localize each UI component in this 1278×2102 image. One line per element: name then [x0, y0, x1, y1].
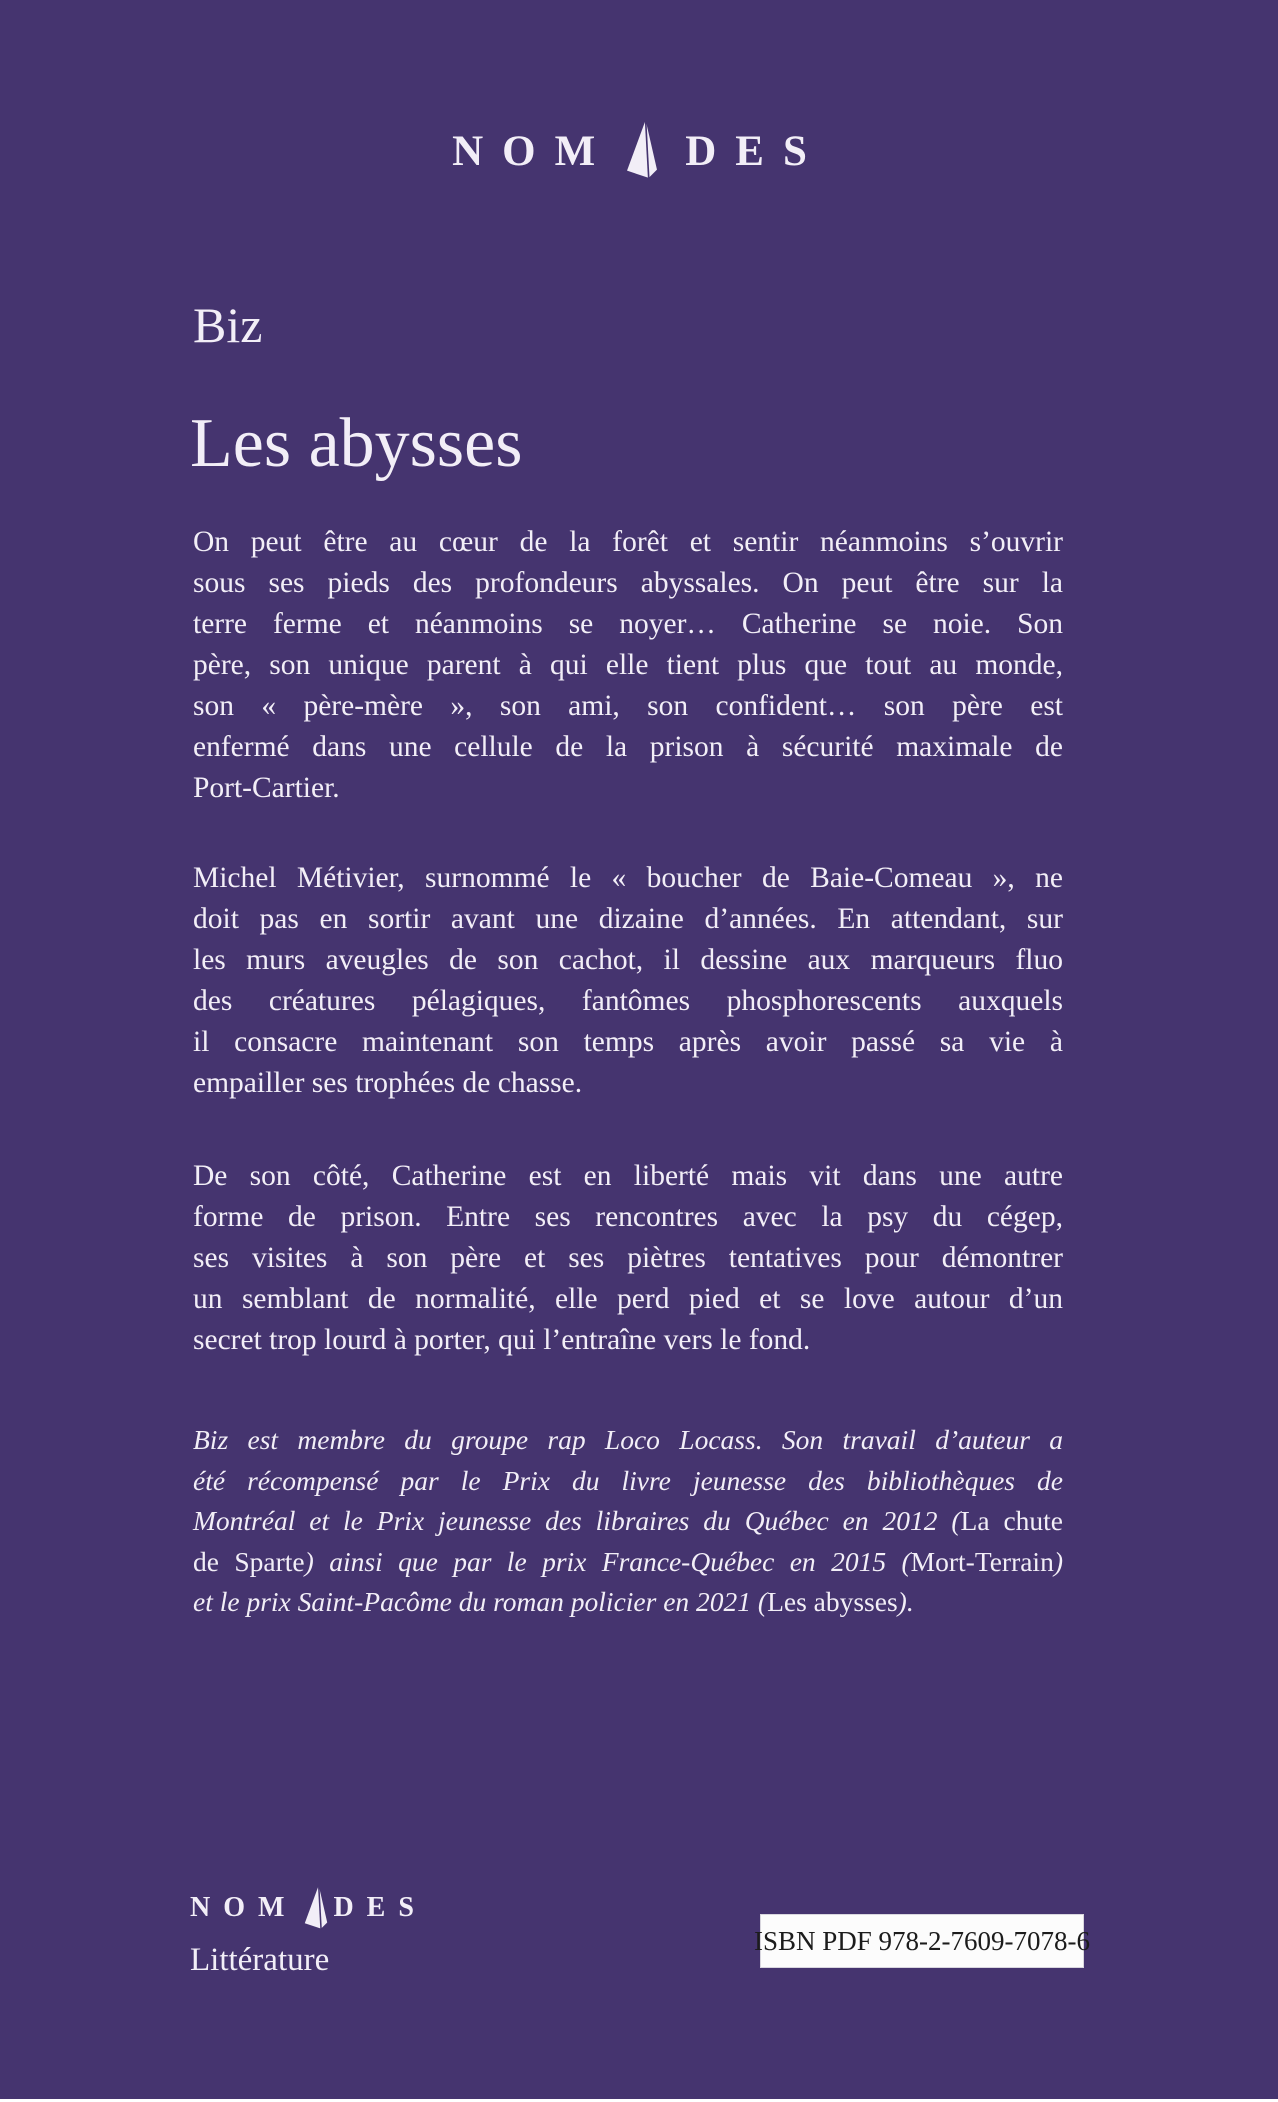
synopsis-line: sous ses pieds des profondeurs abyssales. On peut être sur la [193, 567, 1063, 599]
bio-italic-text: été récompensé par le Prix du livre jeunesse des bibliothèques de [193, 1464, 1063, 1496]
synopsis-line: des créatures pélagiques, fantômes phosphorescents auxquels [193, 985, 1063, 1017]
bio-line [193, 1542, 1063, 1583]
synopsis-line: terre ferme et néanmoins se noyer… Catherine se noie. Son [193, 608, 1063, 640]
synopsis-line: Michel Métivier, surnommé le « boucher de Baie-Comeau », ne [193, 862, 1063, 894]
synopsis-paragraph-1 [193, 522, 1063, 809]
sail-triangle-icon [304, 1885, 328, 1929]
synopsis-line: un semblant de normalité, elle perd pied et se love autour d’un [193, 1283, 1063, 1315]
synopsis-line: Port-Cartier. [193, 772, 340, 804]
synopsis-paragraph-2 [193, 858, 1063, 1104]
synopsis-line: De son côté, Catherine est en liberté mais vit dans une autre [193, 1160, 1063, 1192]
publisher-logo-footer-suffix: DES [333, 1892, 427, 1923]
isbn-text: ISBN PDF 978-2-7609-7078-6 [754, 1925, 1091, 1956]
bio-italic-text: et le prix Saint-Pacôme du roman policier en 2021 ( [193, 1586, 768, 1618]
synopsis-line: les murs aveugles de son cachot, il dessine aux marqueurs fluo [193, 944, 1063, 976]
bio-line [193, 1420, 1063, 1461]
bio-italic-text: Montréal et le Prix jeunesse des libraires du Québec en 2012 ( [193, 1505, 961, 1537]
bio-italic-text: Biz est membre du groupe rap Loco Locass. Son travail d’auteur a [193, 1424, 1063, 1455]
bio-line [193, 1582, 1063, 1623]
bio-italic-text: ) [1053, 1545, 1063, 1577]
book-title-mention: La chute [960, 1505, 1063, 1537]
synopsis-line: doit pas en sortir avant une dizaine d’années. En attendant, sur [193, 903, 1063, 935]
publisher-logo-footer [190, 1886, 427, 1930]
bio-italic-text: ) ainsi que par le prix France-Québec en 2015 ( [304, 1545, 911, 1577]
book-title-mention: Les abysses [767, 1586, 898, 1618]
bio-line [193, 1501, 1063, 1542]
publisher-logo [0, 122, 1278, 180]
synopsis-line: il consacre maintenant son temps après avoir passé sa vie à [193, 1026, 1063, 1058]
collection-label: Littérature [190, 1942, 330, 1978]
synopsis-line: son « père-mère », son ami, son confident… son père est [193, 690, 1063, 722]
synopsis-line: empailler ses trophées de chasse. [193, 1067, 583, 1099]
isbn-box [754, 1914, 1091, 1968]
synopsis-line: enfermé dans une cellule de la prison à sécurité maximale de [193, 731, 1063, 763]
synopsis-line: On peut être au cœur de la forêt et sentir néanmoins s’ouvrir [193, 526, 1063, 558]
author-bio-paragraph [193, 1420, 1063, 1623]
synopsis-paragraph-3 [193, 1156, 1063, 1361]
synopsis-line: père, son unique parent à qui elle tient plus que tout au monde, [193, 649, 1063, 681]
publisher-logo-footer-prefix: NOM [190, 1892, 298, 1923]
publisher-logo-suffix: DES [685, 127, 826, 175]
synopsis-line: secret trop lourd à porter, qui l’entraîne vers le fond. [193, 1324, 811, 1356]
sail-triangle-icon [626, 120, 658, 178]
bio-italic-text: ). [897, 1586, 914, 1618]
book-title-mention: Mort-Terrain [910, 1545, 1054, 1577]
book-title-mention: de Sparte [193, 1545, 305, 1577]
synopsis-line: ses visites à son père et ses piètres tentatives pour démontrer [193, 1242, 1063, 1274]
bio-line [193, 1461, 1063, 1502]
author-name: Biz [193, 297, 263, 353]
book-title: Les abysses [190, 405, 523, 482]
synopsis-line: forme de prison. Entre ses rencontres avec la psy du cégep, [193, 1201, 1063, 1233]
publisher-logo-prefix: NOM [452, 127, 615, 175]
